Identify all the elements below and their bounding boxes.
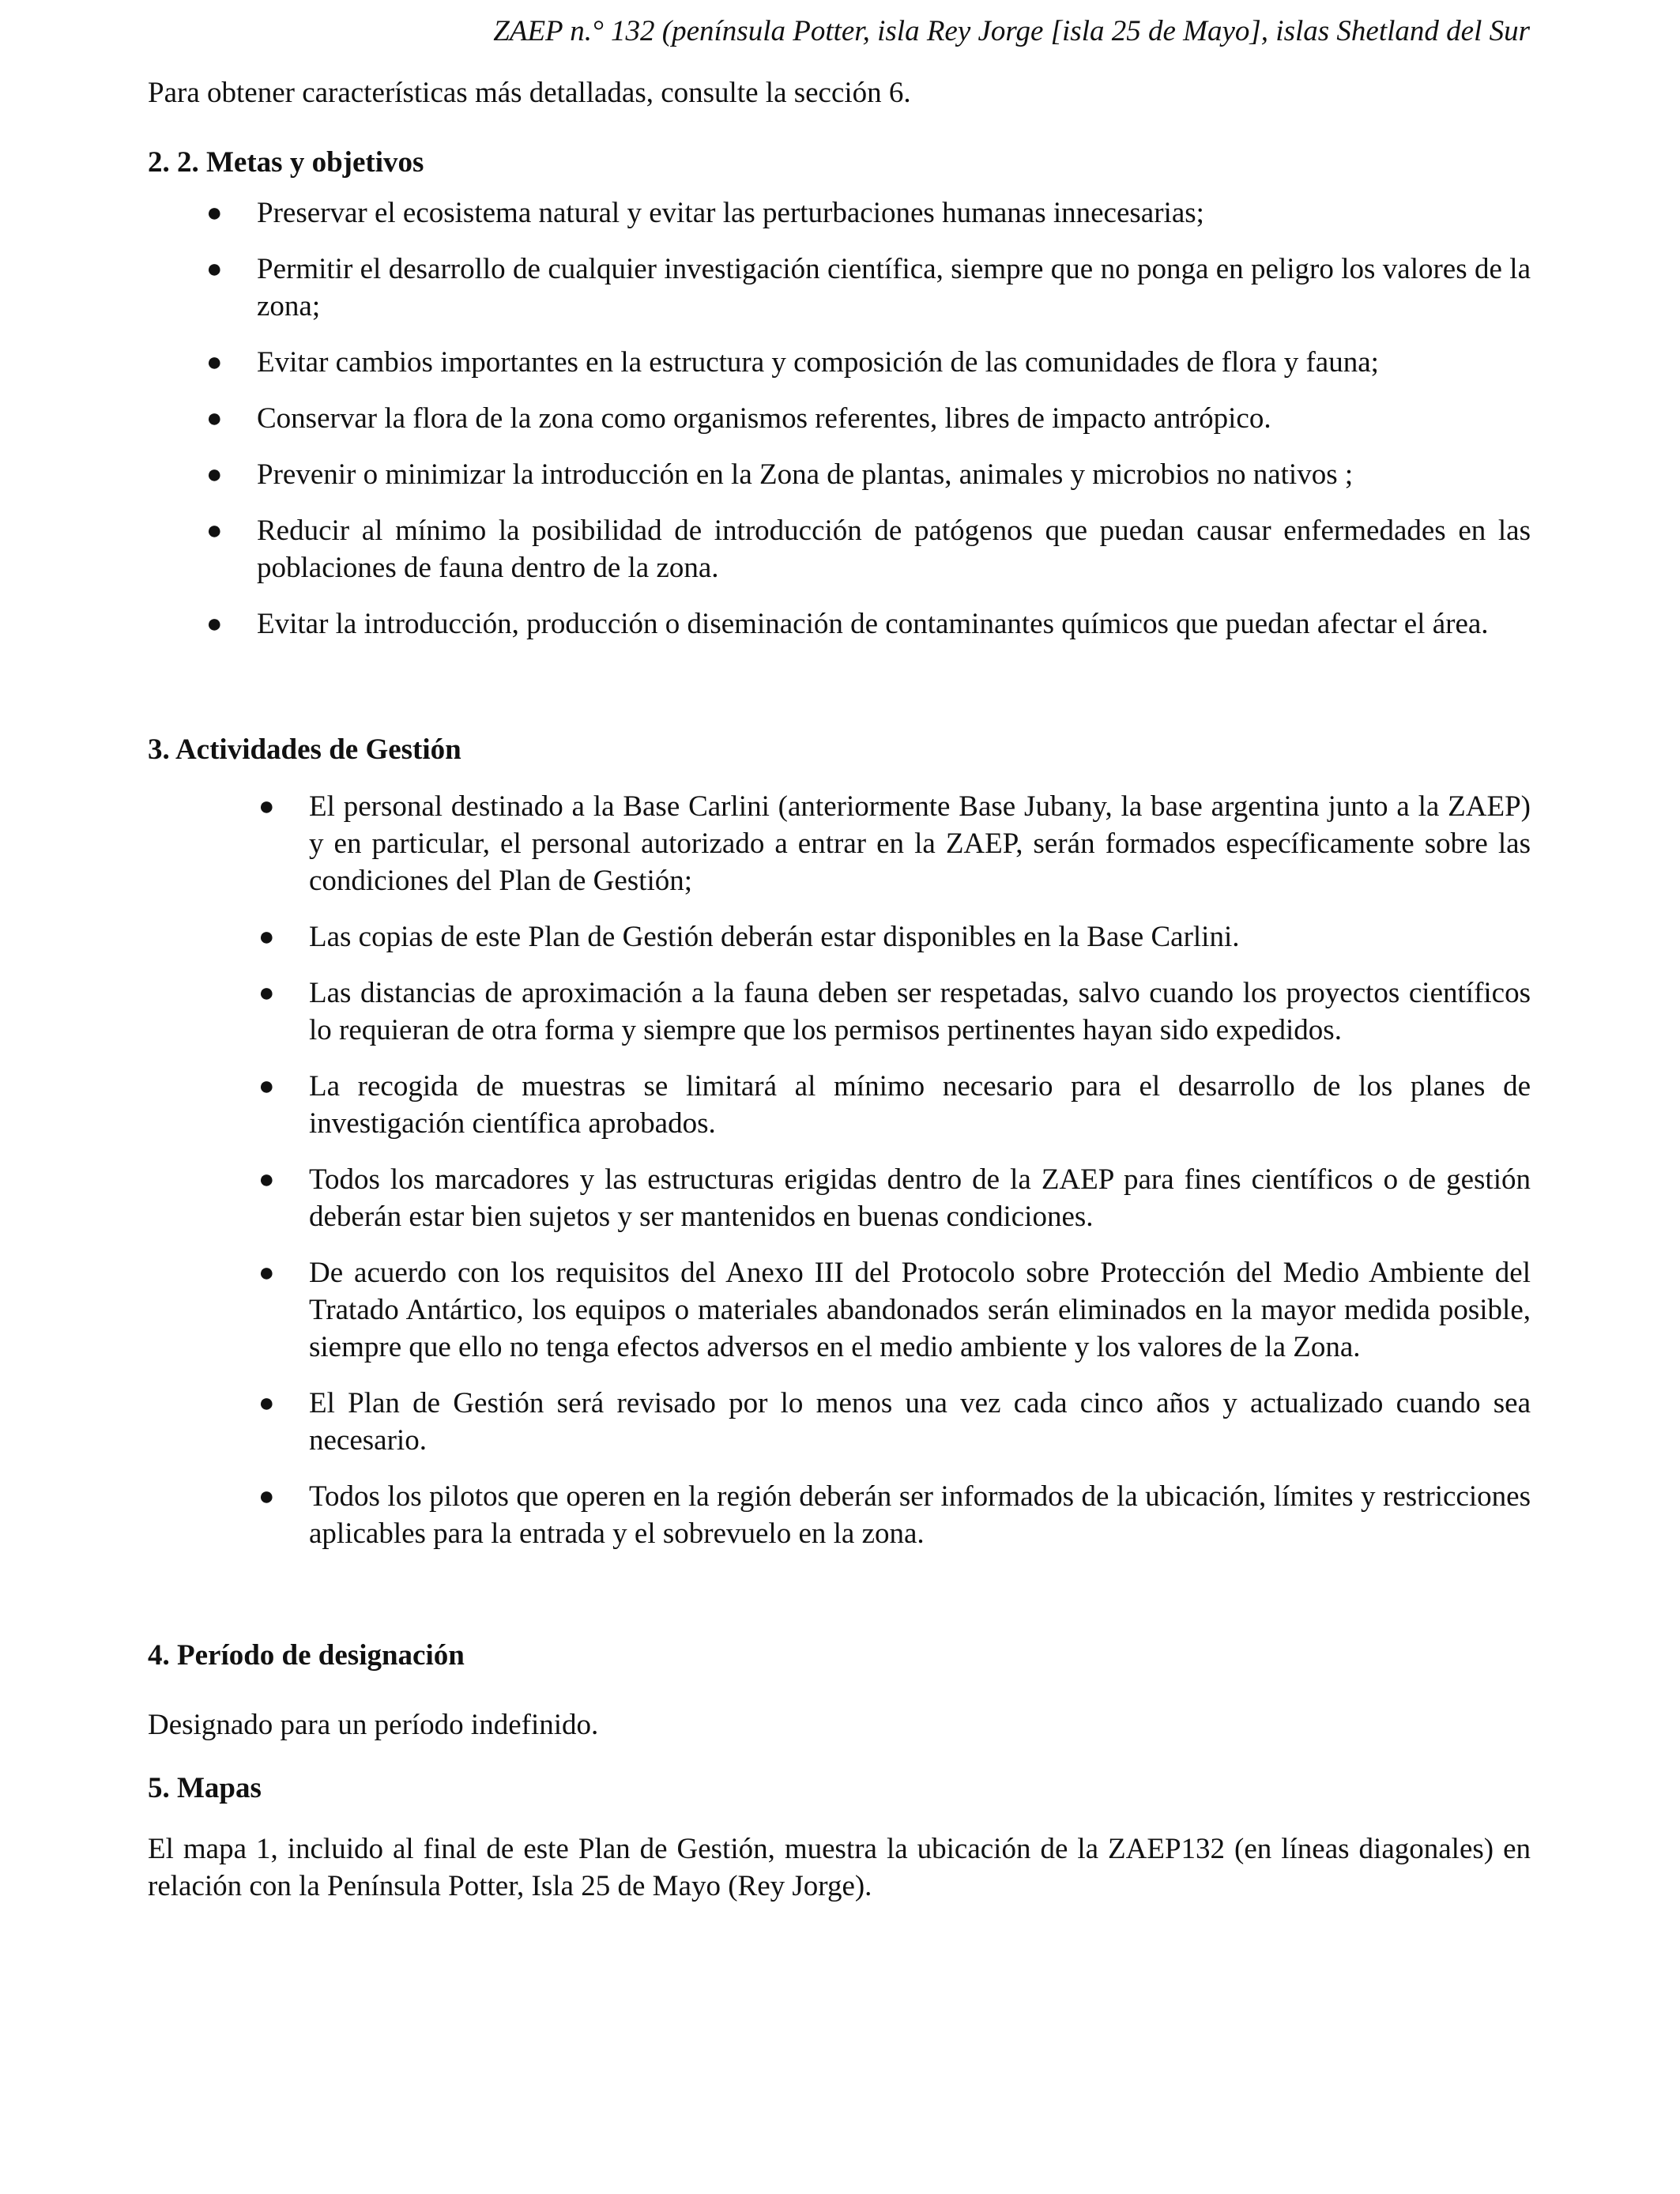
list-item: ● Preservar el ecosistema natural y evitar las perturbaciones humanas innecesarias; <box>148 194 1531 232</box>
list-item: ● Permitir el desarrollo de cualquier investigación científica, siempre que no ponga en peligro los valores de la zona; <box>148 251 1531 325</box>
list-item: ● Las distancias de aproximación a la fauna deben ser respetadas, salvo cuando los proyectos científicos lo requieran de otra forma y siempre que los permisos pertinentes hayan sido expedidos. <box>148 974 1531 1049</box>
list-item: ● Todos los pilotos que operen en la región deberán ser informados de la ubicación, límites y restricciones aplicables para la entrada y el sobrevuelo en la zona. <box>148 1478 1531 1552</box>
bullet-icon: ● <box>258 1072 275 1101</box>
list-item: ● El personal destinado a la Base Carlini (anteriormente Base Jubany, la base argentina junto a la ZAEP) y en particular, el personal autorizado a entrar en la ZAEP, serán formados específicamente sobre las condiciones del Plan de Gestión; <box>148 788 1531 899</box>
bullet-icon: ● <box>258 978 275 1008</box>
designation-period-text: Designado para un período indefinido. <box>148 1709 599 1741</box>
list-item: ● Evitar la introducción, producción o diseminación de contaminantes químicos que puedan afectar el área. <box>148 605 1531 643</box>
bullet-icon: ● <box>258 1165 275 1194</box>
list-item: ● De acuerdo con los requisitos del Anexo III del Protocolo sobre Protección del Medio Ambiente del Tratado Antártico, los equipos o materiales abandonados serán eliminados en la mayor medida posible, siempre que ello no tenga efectos adversos en el medio ambiente y los valores de la Zona. <box>148 1254 1531 1366</box>
bullet-icon: ● <box>258 1389 275 1418</box>
bullet-icon: ● <box>206 460 223 489</box>
intro-paragraph: Para obtener características más detalladas, consulte la sección 6. <box>148 77 911 109</box>
list-item: ● Conservar la flora de la zona como organismos referentes, libres de impacto antrópico. <box>148 400 1531 437</box>
bullet-icon: ● <box>206 609 223 639</box>
list-item: ● Reducir al mínimo la posibilidad de introducción de patógenos que puedan causar enfermedades en las poblaciones de fauna dentro de la zona. <box>148 512 1531 586</box>
bullet-icon: ● <box>206 254 223 284</box>
section-2-2-heading: 2. 2. Metas y objetivos <box>148 146 424 179</box>
running-header: ZAEP n.° 132 (península Potter, isla Rey Jorge [isla 25 de Mayo], islas Shetland del Sur <box>493 15 1530 47</box>
bullet-icon: ● <box>206 404 223 433</box>
list-item: ● Todos los marcadores y las estructuras erigidas dentro de la ZAEP para fines científicos o de gestión deberán estar bien sujetos y ser mantenidos en buenas condiciones. <box>148 1161 1531 1235</box>
list-item: ● El Plan de Gestión será revisado por lo menos una vez cada cinco años y actualizado cuando sea necesario. <box>148 1385 1531 1459</box>
section-5-heading: 5. Mapas <box>148 1772 262 1804</box>
maps-paragraph: El mapa 1, incluido al final de este Plan de Gestión, muestra la ubicación de la ZAEP132 (en líneas diagonales) en relación con la Península Potter, Isla 25 de Mayo (Rey Jorge). <box>148 1833 1531 1902</box>
section-3-heading: 3. Actividades de Gestión <box>148 733 461 766</box>
objectives-list <box>148 194 1531 643</box>
bullet-icon: ● <box>206 198 223 228</box>
section-4-heading: 4. Período de designación <box>148 1639 465 1672</box>
management-activities-list <box>148 788 1531 1552</box>
bullet-icon: ● <box>258 1258 275 1287</box>
bullet-icon: ● <box>258 1482 275 1511</box>
bullet-icon: ● <box>258 922 275 952</box>
list-item: ● La recogida de muestras se limitará al mínimo necesario para el desarrollo de los planes de investigación científica aprobados. <box>148 1068 1531 1142</box>
bullet-icon: ● <box>258 792 275 821</box>
list-item: ● Las copias de este Plan de Gestión deberán estar disponibles en la Base Carlini. <box>148 918 1531 956</box>
bullet-icon: ● <box>206 348 223 377</box>
list-item: ● Prevenir o minimizar la introducción en la Zona de plantas, animales y microbios no nativos ; <box>148 456 1531 493</box>
document-body <box>148 74 1531 1905</box>
list-item: ● Evitar cambios importantes en la estructura y composición de las comunidades de flora y fauna; <box>148 344 1531 381</box>
bullet-icon: ● <box>206 516 223 545</box>
